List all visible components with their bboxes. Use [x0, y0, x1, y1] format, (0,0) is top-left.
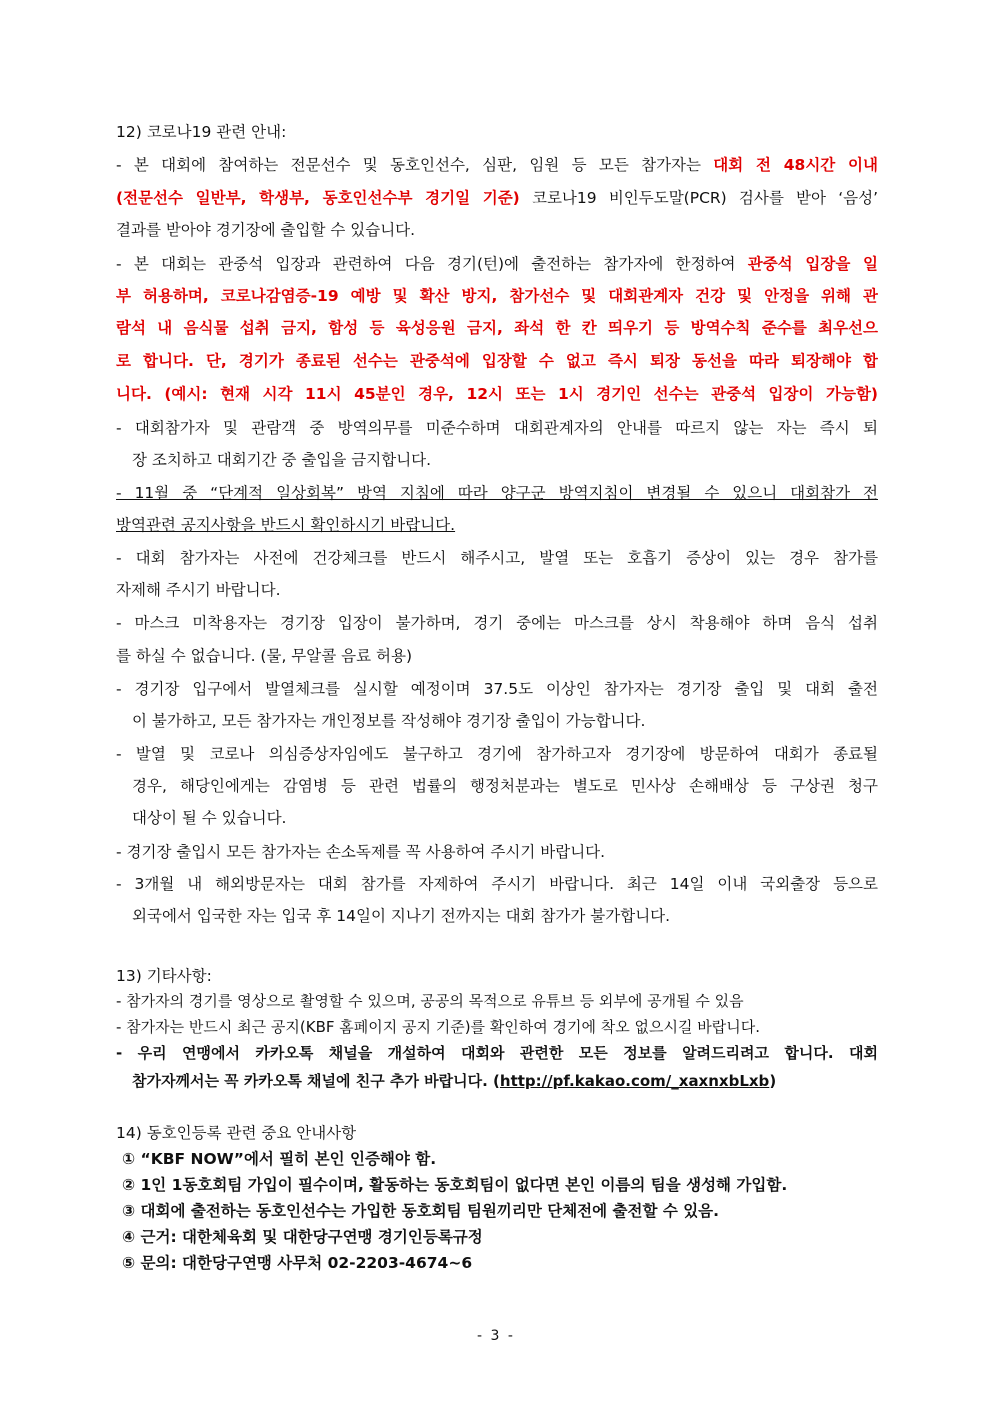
s12-p2-line4: 로 합니다. 단, 경기가 종료된 선수는 관중석에 입장할 수 없고 즉시 퇴장 동선을 따라 퇴장해야 합 [116, 352, 878, 370]
text: 참가자께서는 꼭 카카오톡 채널에 친구 추가 바랍니다. ( [132, 1072, 500, 1090]
s12-p1-line3: 결과를 받아야 경기장에 출입할 수 있습니다. [116, 221, 416, 239]
s12-p10-line2: 외국에서 입국한 자는 입국 후 14일이 지나기 전까지는 대회 참가가 불가합니다. [132, 907, 671, 925]
s13-line1: - 참가자의 경기를 영상으로 촬영할 수 있으며, 공공의 목적으로 유튜브 등 외부에 공개될 수 있음 [116, 992, 744, 1010]
kakao-channel-link[interactable]: http://pf.kakao.com/_xaxnxbLxb [499, 1072, 770, 1090]
s12-p10-line1: - 3개월 내 해외방문자는 대회 참가를 자제하여 주시기 바랍니다. 최근 14일 이내 국외출장 등으로 [116, 875, 878, 893]
s12-p6-line1: - 마스크 미착용자는 경기장 입장이 불가하며, 경기 중에는 마스크를 상시 착용해야 하며 음식 섭취 [116, 614, 878, 632]
s12-p7-line2: 이 불가하고, 모든 참가자는 개인정보를 작성해야 경기장 출입이 가능합니다. [132, 712, 646, 730]
s12-p2-line2: 부 허용하며, 코로나감염증-19 예방 및 확산 방지, 참가선수 및 대회관계자 건강 및 안정을 위해 관 [116, 287, 878, 305]
s12-p2-line1 [116, 254, 878, 274]
s12-p2-line5: 니다. (예시: 현재 시각 11시 45분인 경우, 12시 또는 1시 경기인 선수는 관중석 입장이 가능함) [116, 385, 878, 403]
s12-p2-line3: 람석 내 음식물 섭취 금지, 함성 등 육성응원 금지, 좌석 한 칸 띄우기 등 방역수칙 준수를 최우선으 [116, 319, 878, 337]
s12-p3-line1: - 대회참가자 및 관람객 중 방역의무를 미준수하며 대회관계자의 안내를 따르지 않는 자는 즉시 퇴 [116, 419, 878, 437]
s12-p8-line2: 경우, 해당인에게는 감염병 등 관련 법률의 행정처분과는 별도로 민사상 손해배상 등 구상권 청구 [132, 777, 878, 795]
s12-p7-line1: - 경기장 입구에서 발열체크를 실시할 예정이며 37.5도 이상인 참가자는 경기장 출입 및 대회 출전 [116, 680, 878, 698]
s14-item-1: ① “KBF NOW”에서 필히 본인 인증해야 함. [122, 1150, 437, 1168]
text: - 본 대회는 관중석 입장과 관련하여 다음 경기(턴)에 출전하는 참가자에 한정하여 [116, 255, 748, 273]
text: - 본 대회에 참여하는 전문선수 및 동호인선수, 심판, 임원 등 모든 참가자는 [116, 156, 714, 174]
section-12-heading: 12) 코로나19 관련 안내: [116, 123, 287, 141]
s14-item-4: ④ 근거: 대한체육회 및 대한당구연맹 경기인등록규정 [122, 1228, 483, 1246]
s12-p4-line2: 방역관련 공지사항을 반드시 확인하시기 바랍니다. [116, 516, 456, 534]
s13-line4 [132, 1071, 878, 1091]
s12-p8-line1: - 발열 및 코로나 의심증상자임에도 불구하고 경기에 참가하고자 경기장에 방문하여 대회가 종료될 [116, 745, 878, 763]
text: ) [769, 1072, 777, 1090]
s12-p5-line2: 자제해 주시기 바랍니다. [116, 581, 281, 599]
highlight-text: (전문선수 일반부, 학생부, 동호인선수부 경기일 기준) [116, 189, 520, 207]
highlight-text: 대회 전 48시간 이내 [713, 156, 878, 174]
s12-p8-line3: 대상이 될 수 있습니다. [132, 809, 287, 827]
s14-item-3: ③ 대회에 출전하는 동호인선수는 가입한 동호회팀 팀원끼리만 단체전에 출전할 수 있음. [122, 1202, 720, 1220]
s12-p1-line1 [116, 155, 878, 175]
page-number: - 3 - [477, 1328, 515, 1344]
s12-p4-line1: - 11월 중 “단계적 일상회복” 방역 지침에 따라 양구군 방역지침이 변경될 수 있으니 대회참가 전 [116, 484, 878, 502]
s12-p3-line2: 장 조치하고 대회기간 중 출입을 금지합니다. [132, 451, 432, 469]
s14-item-2: ② 1인 1동호회팀 가입이 필수이며, 활동하는 동호회팀이 없다면 본인 이름의 팀을 생성해 가입함. [122, 1176, 788, 1194]
s12-p1-line2 [116, 188, 878, 208]
s12-p9-line1: - 경기장 출입시 모든 참가자는 손소독제를 꼭 사용하여 주시기 바랍니다. [116, 843, 606, 861]
section-14-heading: 14) 동호인등록 관련 중요 안내사항 [116, 1124, 357, 1142]
text: 코로나19 비인두도말(PCR) 검사를 받아 ‘음성’ [519, 189, 878, 207]
highlight-text: 관중석 입장을 일 [747, 255, 878, 273]
s13-line3: - 우리 연맹에서 카카오톡 채널을 개설하여 대회와 관련한 모든 정보를 알려드리려고 합니다. 대회 [116, 1044, 878, 1062]
s14-item-5: ⑤ 문의: 대한당구연맹 사무처 02-2203-4674~6 [122, 1254, 473, 1272]
s12-p6-line2: 를 하실 수 없습니다. (물, 무알콜 음료 허용) [116, 647, 413, 665]
section-13-heading: 13) 기타사항: [116, 967, 212, 985]
s13-line2: - 참가자는 반드시 최근 공지(KBF 홈페이지 공지 기준)를 확인하여 경기에 착오 없으시길 바랍니다. [116, 1018, 760, 1036]
s12-p5-line1: - 대회 참가자는 사전에 건강체크를 반드시 해주시고, 발열 또는 호흡기 증상이 있는 경우 참가를 [116, 549, 878, 567]
